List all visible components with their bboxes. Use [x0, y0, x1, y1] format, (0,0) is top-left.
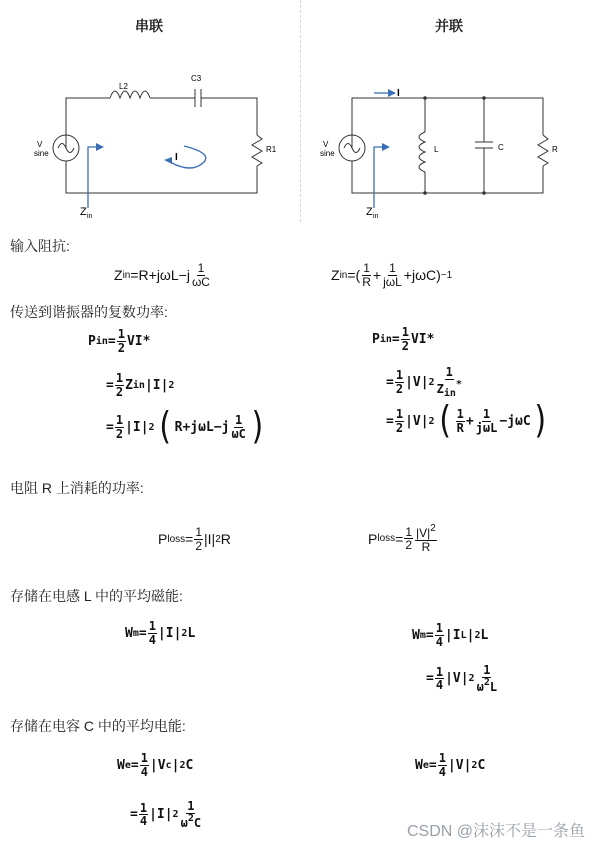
parallel-ploss-equation: P loss = $\frac{1}{2}$ $\frac{|V|^2}{R}$ — [368, 523, 436, 554]
parallel-we-equation: W e = $\frac{1}{4}$ |V| 2 C — [415, 751, 486, 779]
section-complex-power: 传送到谐振器的复数功率: — [10, 304, 168, 320]
zin-arrow-icon-2 — [382, 143, 390, 151]
parallel-circuit-diagram — [300, 60, 591, 225]
current-arrow-icon — [388, 89, 396, 97]
section-electric-energy: 存储在电容 C 中的平均电能: — [10, 718, 186, 734]
series-pin-line3: = $\frac{1}{2}$ |I| 2 ( R+jωL−j $\frac{1}{\omega C}$ ) — [106, 404, 267, 449]
parallel-zin-equation: Z in =( $\frac{1}{R}$ + $\frac{1}{\text{jωL}}$ +jωC) −1 — [331, 261, 453, 289]
series-pin-line2: = $\frac{1}{2}$ Z in |I| 2 — [106, 371, 175, 399]
resistor-r1-icon — [252, 135, 262, 166]
series-wm-equation: W m = $\frac{1}{4}$ |I| 2 L — [125, 619, 196, 647]
inductor-l-icon — [419, 132, 425, 172]
resistor-r-icon — [538, 135, 548, 166]
section-loss-power: 电阻 R 上消耗的功率: — [10, 480, 144, 496]
parallel-pin-line2: = $\frac{1}{2}$ |V| 2 $\frac{1}{Z_{in}^*}$ — [386, 365, 462, 399]
current-label-2: I — [397, 88, 400, 99]
series-we-line1: W e = $\frac{1}{4}$ |V c | 2 C — [117, 751, 194, 779]
c-label: C — [498, 143, 504, 152]
current-label: I — [175, 152, 178, 163]
parallel-wm-line1: W m = $\frac{1}{4}$ |I L | 2 L — [412, 621, 489, 649]
r1-label: R1 — [266, 145, 277, 154]
l-label: L — [434, 145, 439, 154]
series-zin-equation: Z in =R+jωL−j $\frac{1}{\omega C}$ — [114, 261, 210, 289]
source-sine-label: sine — [34, 149, 49, 158]
l2-label: L2 — [119, 82, 128, 91]
zin-label: Z — [80, 206, 87, 218]
zin-sub-label-2: in — [373, 213, 379, 220]
parallel-header: 并联 — [435, 18, 463, 34]
parallel-pin-line1: P in = $\frac{1}{2}$ VI* — [372, 325, 435, 353]
c3-label: C3 — [191, 74, 202, 83]
source-sine-label-2: sine — [320, 149, 335, 158]
series-circuit-diagram — [0, 60, 300, 225]
series-ploss-equation: P loss = $\frac{1}{2}$ |I| 2 R — [158, 525, 231, 553]
series-pin-line1: P in = $\frac{1}{2}$ VI* — [88, 327, 151, 355]
series-we-line2: = $\frac{1}{4}$ |I| 2 $\frac{1}{\omega^2C}$ — [130, 799, 202, 830]
watermark: CSDN @沫沫不是一条鱼 — [406, 823, 585, 840]
zin-arrow-icon — [96, 143, 104, 151]
section-magnetic-energy: 存储在电感 L 中的平均磁能: — [10, 588, 183, 604]
parallel-pin-line3: = $\frac{1}{2}$ |V| 2 ( $\frac{1}{R}$ + $\frac{1}{\text{jωL}}$ −jωC ) — [386, 398, 550, 443]
inductor-l2-icon — [110, 91, 150, 98]
section-input-impedance: 输入阻抗: — [10, 238, 70, 254]
zin-label-2: Z — [366, 206, 373, 218]
r-label: R — [552, 145, 558, 154]
series-header: 串联 — [135, 18, 163, 34]
parallel-wm-line2: = $\frac{1}{4}$ |V| 2 $\frac{1}{\omega^2L}$ — [426, 663, 498, 694]
zin-sub-label: in — [87, 213, 93, 220]
source-v-label: V — [37, 140, 43, 149]
source-v-label-2: V — [323, 140, 329, 149]
